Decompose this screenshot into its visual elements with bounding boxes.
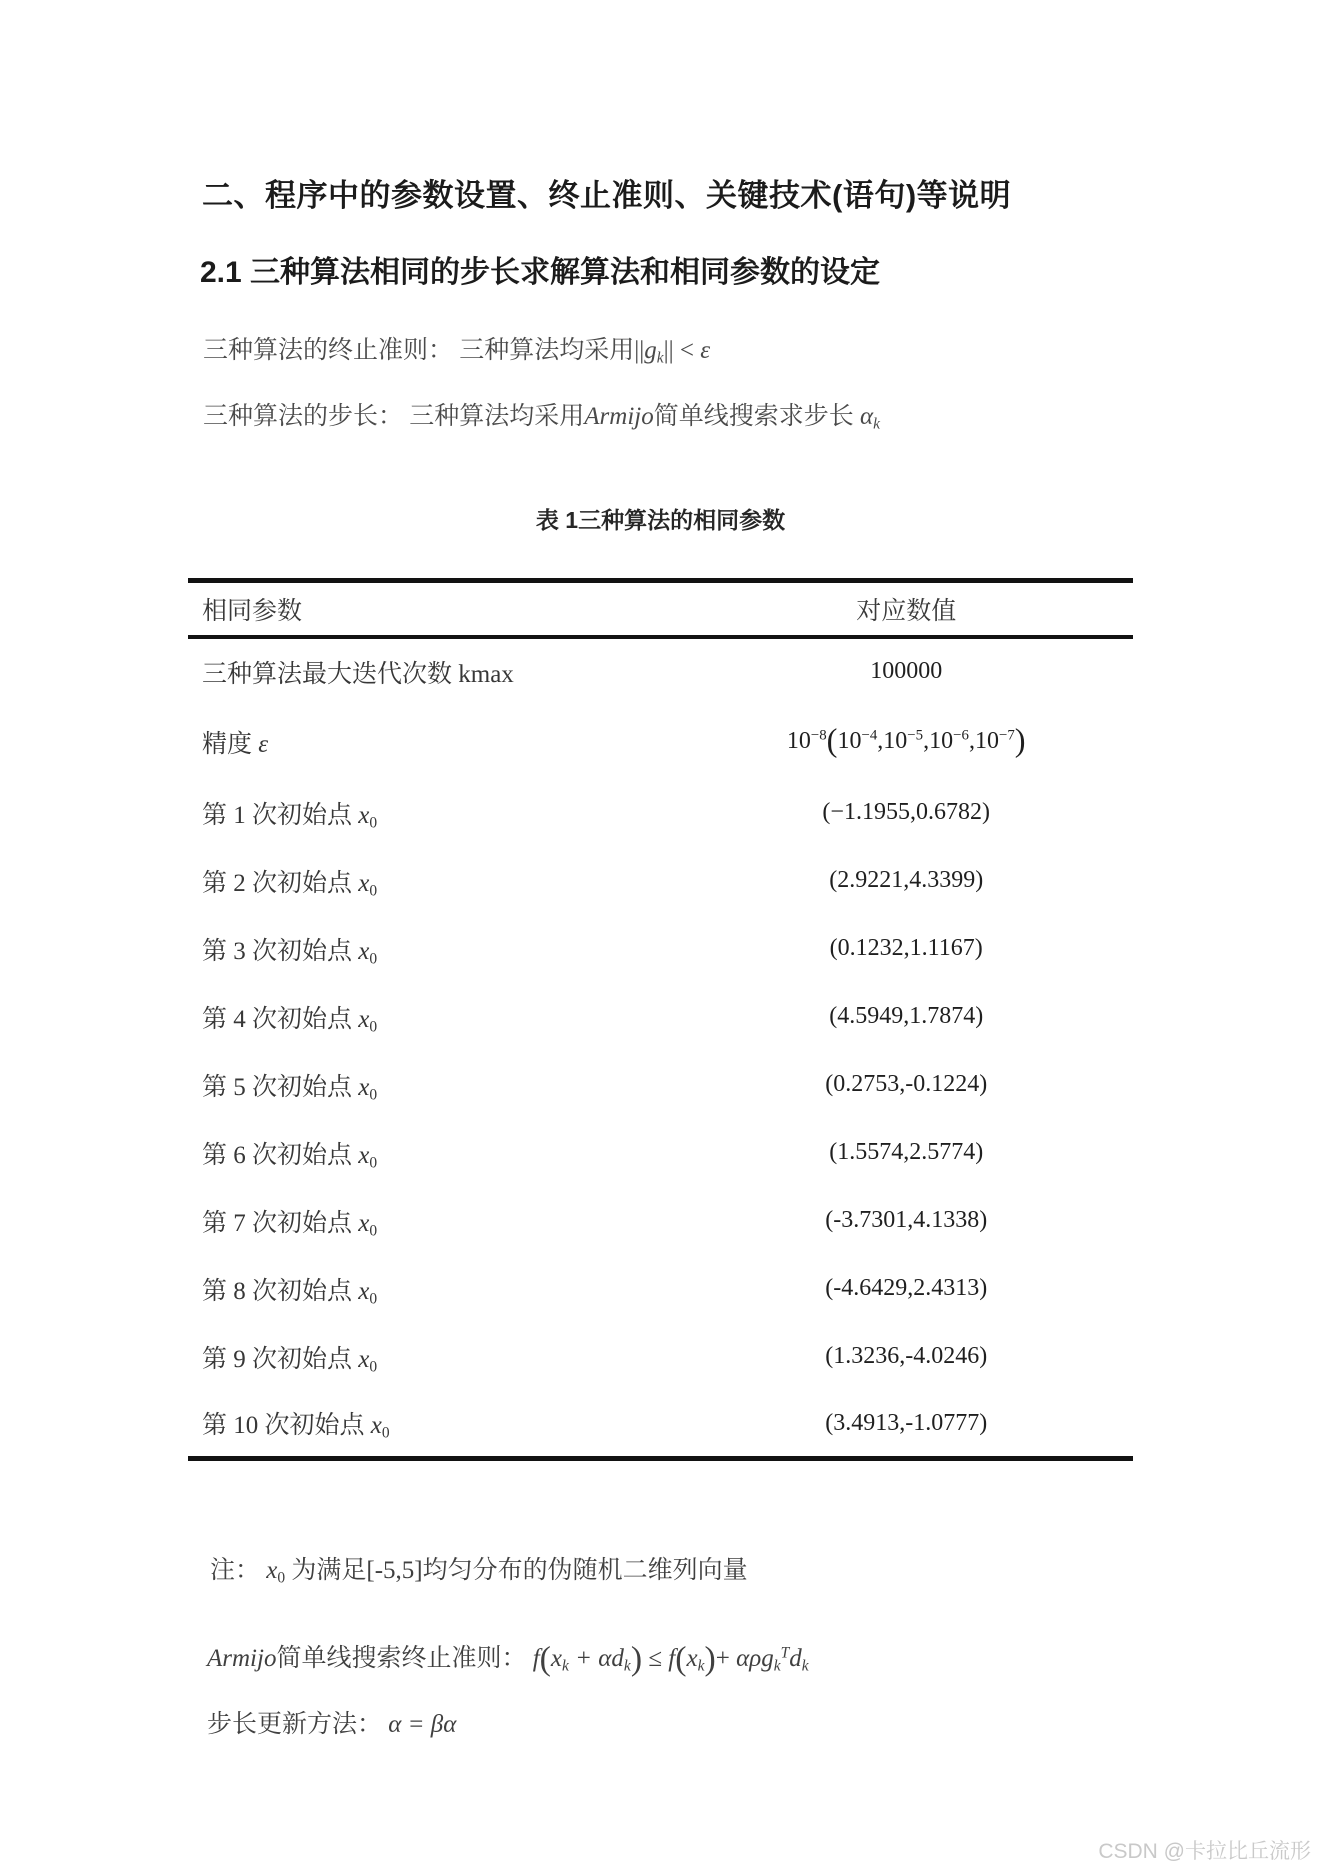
table-row-initial-point xyxy=(188,915,1133,983)
subsection-heading: 2.1 三种算法相同的步长求解算法和相同参数的设定 xyxy=(200,256,881,289)
alpha-symbol: α xyxy=(859,403,874,430)
row-label: 第 10 次初始点 $x_0$ xyxy=(202,1412,390,1442)
table-row-initial-point xyxy=(188,1051,1133,1119)
gradient-symbol: g xyxy=(644,337,657,364)
table-row-initial-point xyxy=(188,1255,1133,1323)
criterion-text: 三种算法的终止准则： 三种算法均采用|| xyxy=(203,337,645,364)
step-text: 三种算法的步长： 三种算法均采用 xyxy=(203,403,585,430)
row-value: (-3.7301,4.1338) xyxy=(825,1207,988,1233)
row-value: (3.4913,-1.0777) xyxy=(825,1409,988,1436)
row-label: 第 3 次初始点 $x_0$ xyxy=(202,937,378,967)
armijo-word: Armijo xyxy=(207,1645,277,1672)
note-step-update: 步长更新方法： α = βα xyxy=(207,1711,457,1738)
note-armijo-criterion: Armijo简单线搜索终止准则： $f(x_k + \alpha d_k) \le f(x_k)+ \alpha\rho g_k^Td_k$ xyxy=(207,1640,809,1678)
termination-criterion-line: 三种算法的终止准则： 三种算法均采用$||g_k|| < \varepsilon$ xyxy=(203,337,711,367)
epsilon-symbol: ε xyxy=(258,730,269,758)
table-row-initial-point xyxy=(188,779,1133,847)
row-label: 第 4 次初始点 $x_0$ xyxy=(202,1005,378,1035)
row-label: 第 6 次初始点 $x_0$ xyxy=(202,1141,378,1171)
row-value: (2.9221,4.3399) xyxy=(829,867,984,893)
row-label: 第 5 次初始点 $x_0$ xyxy=(202,1073,378,1103)
row-label: 第 1 次初始点 $x_0$ xyxy=(202,801,378,831)
column-header-parameter: 相同参数 xyxy=(202,597,303,625)
row-value: (0.2753,-0.1224) xyxy=(825,1071,988,1097)
row-value: 100000 xyxy=(870,658,943,684)
row-label: 第 8 次初始点 $x_0$ xyxy=(202,1277,378,1307)
parameters-table xyxy=(188,578,1133,1461)
row-label: 三种算法最大迭代次数 kmax xyxy=(202,660,514,688)
table-row-epsilon xyxy=(188,705,1133,779)
table-row-initial-point xyxy=(188,1323,1133,1391)
row-value: $10^{-8}(10^{-4},10^{-5},10^{-6},10^{-7})$ xyxy=(786,723,1026,759)
table-header-row xyxy=(188,581,1133,637)
row-label: 精度 ε xyxy=(202,730,269,758)
watermark: CSDN @卡拉比丘流形 xyxy=(1098,1840,1311,1863)
row-value: (1.3236,-4.0246) xyxy=(825,1343,988,1369)
row-label: 第 7 次初始点 $x_0$ xyxy=(202,1209,378,1239)
table-row-initial-point xyxy=(188,847,1133,915)
armijo-word: Armijo xyxy=(584,403,654,430)
table-row-initial-point xyxy=(188,1391,1133,1459)
row-label: 第 9 次初始点 $x_0$ xyxy=(202,1345,378,1375)
section-heading: 二、程序中的参数设置、终止准则、关键技术(语句)等说明 xyxy=(202,178,1012,213)
row-value: (4.5949,1.7874) xyxy=(829,1003,984,1029)
step-length-line: 三种算法的步长： 三种算法均采用Armijo简单线搜索求步长 $\alpha_k$ xyxy=(203,403,880,433)
table-caption: 表 1三种算法的相同参数 xyxy=(535,507,786,533)
table-row-initial-point xyxy=(188,1119,1133,1187)
row-value: (-4.6429,2.4313) xyxy=(825,1275,988,1301)
table-row-kmax xyxy=(188,637,1133,705)
row-value: (−1.1955,0.6782) xyxy=(822,799,990,825)
row-value: (1.5574,2.5774) xyxy=(829,1139,984,1165)
epsilon-symbol: ε xyxy=(700,337,711,364)
table-row-initial-point xyxy=(188,1187,1133,1255)
row-label: 第 2 次初始点 $x_0$ xyxy=(202,869,378,899)
row-value: (0.1232,1.1167) xyxy=(829,935,983,961)
column-header-value: 对应数值 xyxy=(856,597,957,625)
note-random-vector: 注： $x_0$ 为满足[-5,5]均匀分布的伪随机二维列向量 xyxy=(210,1557,748,1587)
table-row-initial-point xyxy=(188,983,1133,1051)
